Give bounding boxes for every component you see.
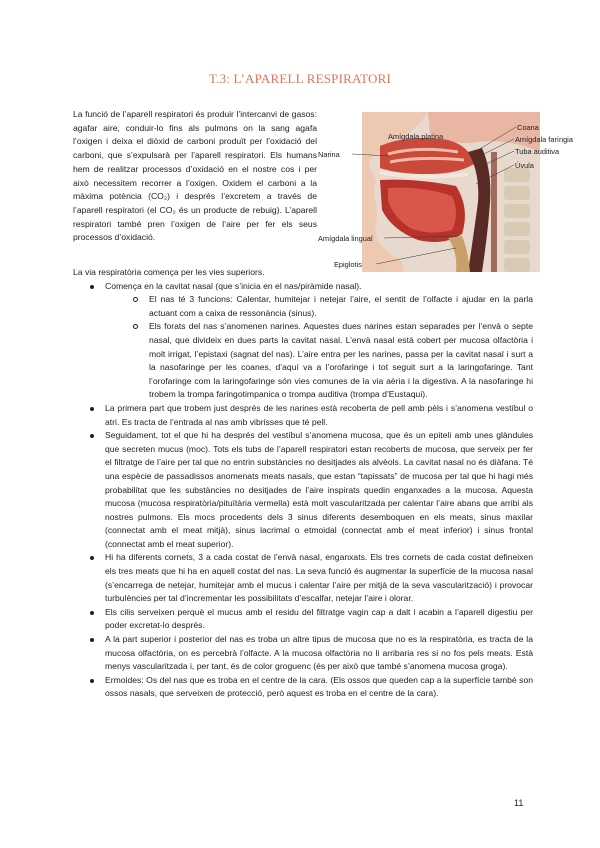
bullet-text: Els cilis serveixen perquè el mucus amb el residu del filtratge vagin cap a dalt i acabin a l’aparell digestiu per poder excretat-lo després. bbox=[105, 606, 533, 631]
label-tuba-auditiva: Tuba auditiva bbox=[515, 147, 560, 156]
lead-text: La via respiratòria comença per les vies superiors. bbox=[73, 267, 265, 277]
list-item bbox=[73, 551, 533, 605]
list-item bbox=[73, 633, 533, 674]
bullet-text: Ermoides: Os del nas que es troba en el centre de la cara. (Els ossos que queden cap a la superfície també son ossos nasals, que serveixen de protecció, però aquest es troba en el centre de la cara). bbox=[105, 674, 533, 699]
label-narina: Narina bbox=[318, 150, 340, 159]
list-item bbox=[73, 606, 533, 633]
page-title: T.3: L’APARELL RESPIRATORI bbox=[208, 71, 392, 86]
bullet-text: Hi ha diferents cornets, 3 a cada costat de l’envà nasal, enganxats. Els tres cornets de cada costat defineixen els tres meats que hi ha en aquell costat del nas. La seva funció és augmentar la superfície de la mucosa nasal (s’encarrega de netejar, humitejar amb el mucus i calentar l’aire per mitjà de la seva vascularització) i provocar turbulències per tal d’incrementar les possibilitats d’escalfar, netejar l’aire i olorar. bbox=[105, 552, 533, 604]
bullet-text: A la part superior i posterior del nas es troba un altre tipus de mucosa que no es la respiratòria, es tracta de la mucosa olfactòria, on es percebrà l’olfacte. A la mucosa olfactòria no li arribaria res si no fos pels meats. Està menys vascularitzada i, per tant, és de color groguenc (és per això que també s’anomena mucosa groga). bbox=[105, 634, 533, 672]
list-item bbox=[73, 674, 533, 701]
bullet-text: Comença en la cavitat nasal (que s’inicia en el nas/piràmide nasal). bbox=[105, 280, 362, 291]
label-amigdala-faringia: Amígdala faríngia bbox=[515, 135, 573, 144]
label-epiglotis: Epiglotis bbox=[334, 260, 362, 269]
main-content bbox=[73, 266, 533, 701]
bullet-text: Seguidament, tot el que hi ha després del vestíbul s’anomena mucosa, que és un epiteli amb unes glàndules que secreten mucus (moc). Tots els tubs de l’aparell respiratori estan recoberts de mucosa, que serveix per fer el filtratge de l’aire per tal que no entrin substàncies no desitjades als alvèols. La cavitat nasal no és diàfana. Té una espècie de passadissos anomenats meats nasals, que estan “tapissats” de mucosa per tal que hi hagi més probabilitat que les substàncies no desitjades de l’aire inspirats quedin enganxades a la mucosa. Aquesta mucosa (mucosa respiratòria/pituïtària vermella) està molt vascularitzada per calentar l’aire abans que arribi als nostres pulmons. Els mocs procedents dels 3 sinus diferents desemboquen en els meats, sinus maxilar (connectat amb el meat mitjà), sinus lacrimal o etmoidal (connectat amb el meat inferior) i sinus frontal (connectat amb el meat superior). bbox=[105, 430, 533, 549]
sub-bullet-text: El nas té 3 funcions: Calentar, humitejar i netejar l’aire, el sentit de l’olfacte i ajudar en la parla actuant com a caixa de ressonància (sinus). bbox=[149, 294, 533, 318]
intro-paragraph bbox=[73, 108, 317, 245]
bullet-text: La primera part que trobem just després de les narines està recoberta de pell amb pèls i s’anomena vestíbul o atri. Es tracta de l’entrada al nas amb vibrisses que té pell. bbox=[105, 402, 533, 427]
page-number: 11 bbox=[514, 798, 524, 808]
sub-list-item bbox=[73, 320, 533, 402]
bullet-list bbox=[73, 280, 533, 701]
list-item bbox=[73, 280, 533, 402]
sub-bullet-text: Els forats del nas s’anomenen narines. Aquestes dues narines estan separades per l’envà o septe nasal, que divideix en dues parts la cavitat nasal. L’envà nasal està cobert per mucosa olfactòria i molt irrigat, l’epistaxi (sagnat del nas). L’aire entra per les narines, passa per la cavitat nasal i surt a la nasofaringe per les coanes, d’aquí va a l’orofaringe i tot seguit surt a la laringofaringe. Tant l’orofaringe com la laringofaringe són vies comunes de la via aèria i la digestiva. A la nasofaringe hi trobem la trompa faringotimpanica o trompa auditiva (trompa d’Eustaqui). bbox=[149, 321, 533, 400]
list-item bbox=[73, 429, 533, 551]
sub-bullet-list bbox=[73, 293, 533, 402]
label-coana: Coana bbox=[517, 123, 539, 132]
list-item bbox=[73, 402, 533, 429]
label-amigdala-platina: Amígdala platina bbox=[388, 132, 444, 141]
label-amigdala-lingual: Amígdala lingual bbox=[318, 234, 373, 243]
anatomy-figure bbox=[318, 112, 573, 277]
sub-list-item bbox=[73, 293, 533, 320]
intro-text: La funció de l’aparell respiratori és produir l’intercanvi de gasos: agafar aire, conduir-lo fins als pulmons on la sang agafa l’oxigen i deixa el diòxid de carboni produït per l’oxidació del carboni, que s’expulsarà per l’aparell respiratori. Els humans hem de realitzar processos d’oxidació en el nostre cos i per això necessitem recorrer a l’oxigen. Oxidem el carboni a la màxima potència (CO₂) i després l’excretem a través de l’aparell respiratori (el CO₂ és un producte de rebuig). L’aparell respiratori també pren l’oxigen de l’aire per fer els seus processos d’oxidació. bbox=[73, 109, 317, 243]
label-uvula: Úvula bbox=[515, 161, 534, 170]
